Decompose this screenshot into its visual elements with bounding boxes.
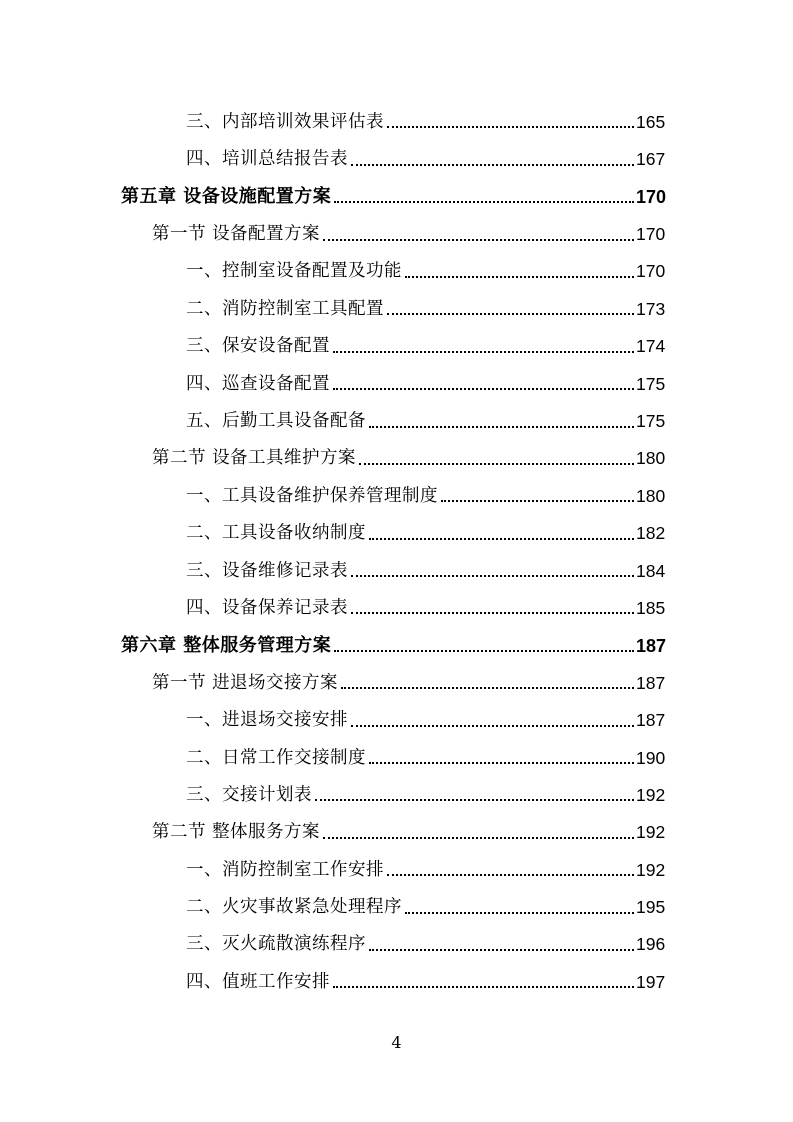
dot-leader <box>369 426 634 428</box>
toc-entry-section[interactable] <box>0 662 793 699</box>
toc-entry-title: 一、消防控制室工作安排 <box>186 859 384 880</box>
toc-entry-title: 第二节 设备工具维护方案 <box>152 448 357 469</box>
toc-entry-page: 165 <box>636 111 666 132</box>
toc-entry-title: 二、日常工作交接制度 <box>186 747 366 768</box>
toc-entry-page: 196 <box>636 934 666 955</box>
toc-entry-title: 一、控制室设备配置及功能 <box>186 261 402 282</box>
toc-entry-page: 187 <box>636 672 666 693</box>
toc-entry-page: 175 <box>636 373 666 394</box>
dot-leader <box>369 538 634 540</box>
toc-entry-title: 一、工具设备维护保养管理制度 <box>186 485 438 506</box>
toc-entry-item[interactable] <box>0 886 793 923</box>
dot-leader <box>323 239 634 241</box>
toc-entry-page: 185 <box>636 597 666 618</box>
toc-entry-title: 第五章 设备设施配置方案 <box>121 186 332 208</box>
dot-leader <box>387 313 634 315</box>
dot-leader <box>351 612 634 614</box>
dot-leader <box>387 126 634 128</box>
toc-entry-item[interactable] <box>0 325 793 362</box>
dot-leader <box>359 463 634 465</box>
toc-entry-title: 四、培训总结报告表 <box>186 149 348 170</box>
dot-leader <box>323 837 634 839</box>
page-number: 4 <box>391 1033 402 1052</box>
toc-entry-title: 第二节 整体服务方案 <box>152 822 321 843</box>
toc-entry-item[interactable] <box>0 400 793 437</box>
table-of-contents <box>0 101 793 998</box>
toc-entry-page: 180 <box>636 485 666 506</box>
toc-entry-page: 173 <box>636 298 666 319</box>
toc-entry-page: 170 <box>636 261 666 282</box>
toc-entry-item[interactable] <box>0 737 793 774</box>
toc-entry-page: 170 <box>636 187 667 208</box>
toc-entry-page: 192 <box>636 822 666 843</box>
dot-leader <box>351 164 634 166</box>
dot-leader <box>333 351 634 353</box>
toc-entry-page: 192 <box>636 784 666 805</box>
toc-entry-item[interactable] <box>0 251 793 288</box>
toc-entry-page: 192 <box>636 859 666 880</box>
toc-entry-title: 第一节 设备配置方案 <box>152 224 321 245</box>
toc-entry-page: 184 <box>636 560 666 581</box>
toc-entry-title: 二、火灾事故紧急处理程序 <box>186 897 402 918</box>
toc-entry-page: 187 <box>636 710 666 731</box>
toc-entry-title: 第一节 进退场交接方案 <box>152 672 339 693</box>
toc-entry-title: 三、保安设备配置 <box>186 336 330 357</box>
toc-entry-item[interactable] <box>0 288 793 325</box>
toc-entry-item[interactable] <box>0 512 793 549</box>
toc-entry-item[interactable] <box>0 138 793 175</box>
toc-entry-section[interactable] <box>0 811 793 848</box>
toc-entry-page: 187 <box>636 635 667 656</box>
toc-entry-page: 182 <box>636 523 666 544</box>
toc-entry-title: 二、消防控制室工具配置 <box>186 298 384 319</box>
toc-entry-item[interactable] <box>0 587 793 624</box>
dot-leader <box>351 575 634 577</box>
toc-entry-item[interactable] <box>0 475 793 512</box>
dot-leader <box>405 276 634 278</box>
toc-entry-page: 167 <box>636 149 666 170</box>
dot-leader <box>341 687 634 689</box>
toc-entry-page: 195 <box>636 897 666 918</box>
dot-leader <box>441 500 634 502</box>
toc-entry-section[interactable] <box>0 438 793 475</box>
toc-entry-item[interactable] <box>0 961 793 998</box>
toc-entry-section[interactable] <box>0 213 793 250</box>
toc-entry-item[interactable] <box>0 699 793 736</box>
dot-leader <box>334 201 634 203</box>
toc-entry-title: 一、进退场交接安排 <box>186 710 348 731</box>
toc-entry-title: 三、设备维修记录表 <box>186 560 348 581</box>
dot-leader <box>334 650 634 652</box>
toc-entry-page: 180 <box>636 448 666 469</box>
dot-leader <box>387 874 634 876</box>
toc-entry-chapter[interactable] <box>0 176 793 213</box>
toc-entry-title: 四、巡查设备配置 <box>186 373 330 394</box>
toc-entry-item[interactable] <box>0 774 793 811</box>
dot-leader <box>351 725 634 727</box>
dot-leader <box>405 912 634 914</box>
toc-entry-page: 190 <box>636 747 666 768</box>
toc-entry-title: 第六章 整体服务管理方案 <box>121 634 332 656</box>
toc-entry-item[interactable] <box>0 101 793 138</box>
toc-entry-title: 五、后勤工具设备配备 <box>186 411 366 432</box>
toc-entry-title: 三、内部培训效果评估表 <box>186 111 384 132</box>
toc-entry-page: 170 <box>636 224 666 245</box>
dot-leader <box>315 799 634 801</box>
toc-entry-chapter[interactable] <box>0 624 793 661</box>
toc-entry-title: 四、设备保养记录表 <box>186 597 348 618</box>
toc-entry-title: 四、值班工作安排 <box>186 971 330 992</box>
dot-leader <box>369 762 634 764</box>
toc-entry-title: 三、交接计划表 <box>186 784 312 805</box>
dot-leader <box>333 388 634 390</box>
toc-entry-item[interactable] <box>0 849 793 886</box>
toc-entry-item[interactable] <box>0 363 793 400</box>
toc-entry-title: 三、灭火疏散演练程序 <box>186 934 366 955</box>
toc-entry-page: 175 <box>636 411 666 432</box>
dot-leader <box>333 986 634 988</box>
toc-entry-title: 二、工具设备收纳制度 <box>186 523 366 544</box>
toc-entry-item[interactable] <box>0 924 793 961</box>
dot-leader <box>369 949 634 951</box>
toc-entry-page: 197 <box>636 971 666 992</box>
toc-entry-item[interactable] <box>0 550 793 587</box>
toc-entry-page: 174 <box>636 336 666 357</box>
